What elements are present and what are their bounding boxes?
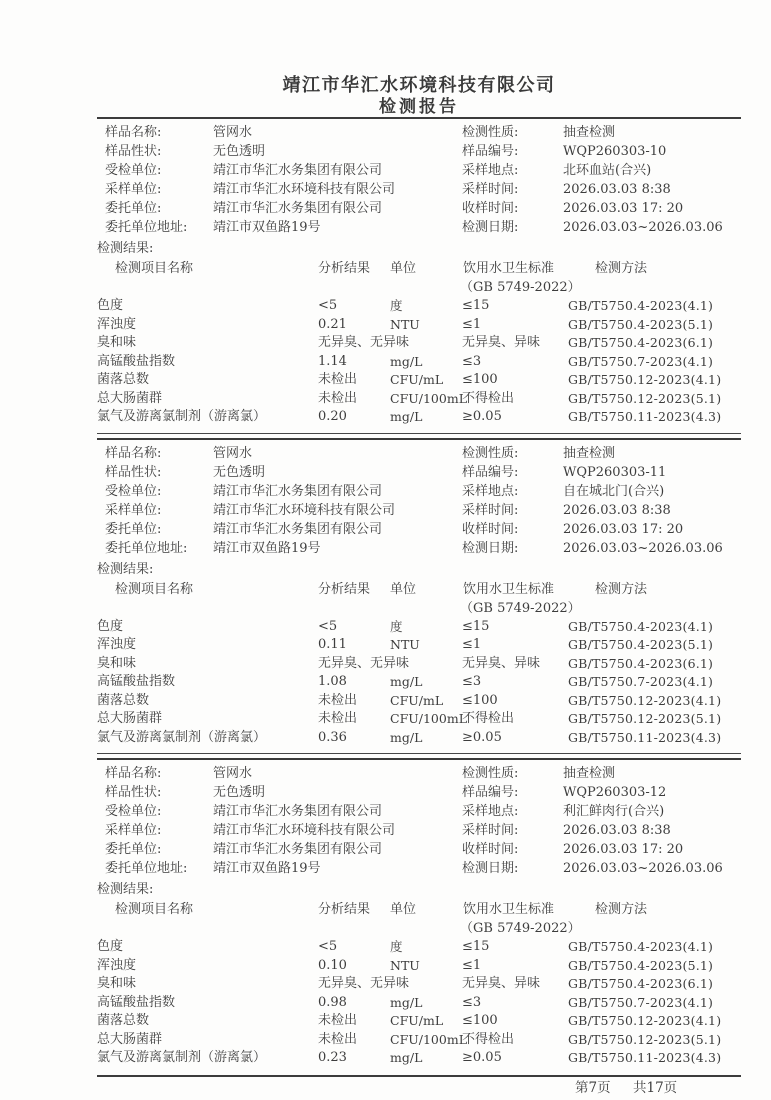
info-value-test-nature: 抽查检测 xyxy=(563,766,616,781)
info-row xyxy=(97,123,741,142)
cell-result: 无异臭、无异味 xyxy=(318,335,410,350)
page-total: 共17页 xyxy=(633,1079,678,1096)
table-row xyxy=(97,390,741,409)
info-value-sample-name: 管网水 xyxy=(213,445,253,461)
cell-method: GB/T5750.12-2023(4.1) xyxy=(568,692,722,708)
info-value-receive-time: 2026.03.03 17: 20 xyxy=(563,842,684,857)
info-row xyxy=(97,161,741,180)
cell-unit: 度 xyxy=(390,618,403,634)
cell-result: 未检出 xyxy=(318,390,358,406)
cell-unit: CFU/mL xyxy=(390,692,444,708)
cell-item-name: 臭和味 xyxy=(97,335,137,350)
column-header-standard-ref: （GB 5749-2022） xyxy=(460,921,581,936)
table-row xyxy=(97,710,741,729)
cell-item-name: 浑浊度 xyxy=(97,957,137,973)
cell-standard: ≤15 xyxy=(462,298,490,313)
info-value-sample-state: 无色透明 xyxy=(213,464,266,480)
table-row xyxy=(97,975,741,994)
cell-standard: 不得检出 xyxy=(462,711,515,726)
cell-result: 无异臭、无异味 xyxy=(318,655,410,671)
info-value-receive-time: 2026.03.03 17: 20 xyxy=(563,201,684,216)
info-row xyxy=(97,180,741,199)
cell-result: 无异臭、无异味 xyxy=(318,976,410,991)
results-table-subheader xyxy=(97,599,741,618)
cell-result: 0.36 xyxy=(318,729,347,745)
cell-item-name: 浑浊度 xyxy=(97,637,137,652)
cell-item-name: 总大肠菌群 xyxy=(97,390,163,406)
results-rows xyxy=(97,938,741,1068)
cell-standard: 无异臭、异味 xyxy=(462,655,541,671)
cell-standard: ≥0.05 xyxy=(462,409,502,424)
info-value-sample-name: 管网水 xyxy=(213,125,253,140)
info-label-receive-time: 收样时间: xyxy=(462,521,519,537)
sample-report-section xyxy=(97,440,741,748)
cell-standard: 无异臭、异味 xyxy=(462,335,541,350)
cell-result: <5 xyxy=(318,618,338,634)
column-header-unit: 单位 xyxy=(390,261,417,276)
info-value-sampling-site: 自在城北门(合兴) xyxy=(563,483,665,499)
cell-item-name: 高锰酸盐指数 xyxy=(97,674,176,689)
sample-report-section xyxy=(97,119,741,427)
cell-item-name: 浑浊度 xyxy=(97,316,137,332)
info-row xyxy=(97,142,741,161)
info-value-sampling-site: 北环血站(合兴) xyxy=(563,163,652,178)
cell-standard: ≤3 xyxy=(462,353,482,369)
cell-unit: mg/L xyxy=(390,353,423,369)
cell-method: GB/T5750.12-2023(5.1) xyxy=(568,1031,722,1047)
cell-standard: ≤1 xyxy=(462,316,482,332)
column-header-standard: 饮用水卫生标准 xyxy=(463,261,555,276)
table-row xyxy=(97,316,741,335)
sample-report-section xyxy=(97,760,741,1068)
cell-item-name: 色度 xyxy=(97,939,124,954)
info-row xyxy=(97,539,741,558)
info-value-sample-state: 无色透明 xyxy=(213,144,266,159)
cell-method: GB/T5750.12-2023(5.1) xyxy=(568,711,722,726)
cell-method: GB/T5750.12-2023(4.1) xyxy=(568,372,722,387)
info-label-sample-no: 样品编号: xyxy=(462,464,519,480)
info-label-sampling-time: 采样时间: xyxy=(462,823,519,838)
info-value-sampling-unit: 靖江市华汇水环境科技有限公司 xyxy=(213,182,396,197)
info-label-client-address: 委托单位地址: xyxy=(105,861,188,876)
info-label-inspected-unit: 受检单位: xyxy=(105,163,162,178)
cell-item-name: 氯气及游离氯制剂（游离氯） xyxy=(97,409,267,424)
cell-unit: CFU/100mL xyxy=(390,390,467,406)
results-label: 检测结果: xyxy=(97,882,154,897)
column-header-method: 检测方法 xyxy=(595,261,648,276)
table-row xyxy=(97,636,741,655)
cell-standard: ≤1 xyxy=(462,637,482,652)
info-label-sampling-time: 采样时间: xyxy=(462,502,519,518)
info-row xyxy=(97,463,741,482)
info-label-test-nature: 检测性质: xyxy=(462,766,519,781)
info-label-sampling-time: 采样时间: xyxy=(462,182,519,197)
info-value-client-address: 靖江市双鱼路19号 xyxy=(213,540,321,556)
info-value-client-address: 靖江市双鱼路19号 xyxy=(213,220,321,235)
cell-unit: mg/L xyxy=(390,1050,423,1065)
cell-standard: ≤15 xyxy=(462,939,490,954)
table-row xyxy=(97,1031,741,1050)
cell-standard: 不得检出 xyxy=(462,1031,515,1047)
cell-standard: ≥0.05 xyxy=(462,729,502,745)
cell-result: 0.10 xyxy=(318,957,347,973)
page-number: 第7页 xyxy=(575,1079,611,1096)
info-row xyxy=(97,199,741,218)
table-row xyxy=(97,618,741,637)
info-row xyxy=(97,520,741,539)
cell-unit: mg/L xyxy=(390,729,423,745)
column-header-method: 检测方法 xyxy=(595,581,648,597)
info-label-client-address: 委托单位地址: xyxy=(105,220,188,235)
info-label-sampling-site: 采样地点: xyxy=(462,163,519,178)
table-row xyxy=(97,408,741,427)
info-value-sample-no: WQP260303-10 xyxy=(563,144,667,159)
info-label-receive-time: 收样时间: xyxy=(462,842,519,857)
cell-standard: ≤3 xyxy=(462,994,482,1010)
info-label-inspected-unit: 受检单位: xyxy=(105,804,162,819)
table-row xyxy=(97,938,741,957)
info-label-test-date: 检测日期: xyxy=(462,540,519,556)
cell-item-name: 氯气及游离氯制剂（游离氯） xyxy=(97,729,267,745)
info-value-sampling-site: 利汇鲜肉行(合兴) xyxy=(563,804,665,819)
cell-result: 1.14 xyxy=(318,353,347,369)
cell-standard: ≤100 xyxy=(462,372,498,387)
cell-standard: ≤100 xyxy=(462,1013,498,1028)
column-header-standard: 饮用水卫生标准 xyxy=(463,581,555,597)
cell-result: 0.11 xyxy=(318,637,347,652)
cell-method: GB/T5750.11-2023(4.3) xyxy=(568,729,722,745)
cell-item-name: 菌落总数 xyxy=(97,692,150,708)
results-label: 检测结果: xyxy=(97,241,154,256)
cell-item-name: 臭和味 xyxy=(97,976,137,991)
page-title: 检测报告 xyxy=(379,97,459,117)
section-divider xyxy=(97,753,741,760)
info-row xyxy=(97,444,741,463)
info-value-sample-name: 管网水 xyxy=(213,766,253,781)
table-row xyxy=(97,297,741,316)
results-table-subheader xyxy=(97,278,741,297)
info-label-sample-state: 样品性状: xyxy=(105,144,162,159)
info-value-client-unit: 靖江市华汇水务集团有限公司 xyxy=(213,521,383,537)
column-header-standard-ref: （GB 5749-2022） xyxy=(460,600,581,616)
info-row xyxy=(97,764,741,783)
cell-item-name: 色度 xyxy=(97,298,124,313)
table-row xyxy=(97,729,741,748)
info-label-inspected-unit: 受检单位: xyxy=(105,483,162,499)
cell-result: 0.98 xyxy=(318,994,347,1010)
company-title: 靖江市华汇水环境科技有限公司 xyxy=(282,75,556,96)
table-row xyxy=(97,1012,741,1031)
table-row xyxy=(97,371,741,390)
cell-unit: CFU/mL xyxy=(390,372,444,387)
cell-method: GB/T5750.7-2023(4.1) xyxy=(568,674,714,689)
cell-result: 0.23 xyxy=(318,1050,347,1065)
info-value-inspected-unit: 靖江市华汇水务集团有限公司 xyxy=(213,163,383,178)
cell-result: <5 xyxy=(318,939,338,954)
table-row xyxy=(97,334,741,353)
cell-item-name: 氯气及游离氯制剂（游离氯） xyxy=(97,1050,267,1065)
info-value-sample-no: WQP260303-12 xyxy=(563,785,667,800)
info-value-sample-state: 无色透明 xyxy=(213,785,266,800)
info-label-sampling-unit: 采样单位: xyxy=(105,502,162,518)
cell-method: GB/T5750.4-2023(6.1) xyxy=(568,335,714,350)
cell-method: GB/T5750.12-2023(5.1) xyxy=(568,390,722,406)
info-label-client-address: 委托单位地址: xyxy=(105,540,188,556)
cell-method: GB/T5750.4-2023(4.1) xyxy=(568,298,714,313)
results-table-subheader xyxy=(97,919,741,938)
column-header-result: 分析结果 xyxy=(318,581,371,597)
info-value-sampling-unit: 靖江市华汇水环境科技有限公司 xyxy=(213,823,396,838)
results-label: 检测结果: xyxy=(97,561,154,577)
info-label-test-date: 检测日期: xyxy=(462,861,519,876)
info-label-sample-state: 样品性状: xyxy=(105,464,162,480)
table-row xyxy=(97,673,741,692)
table-row xyxy=(97,692,741,711)
cell-unit: mg/L xyxy=(390,674,423,689)
cell-method: GB/T5750.11-2023(4.3) xyxy=(568,1050,722,1065)
section-divider xyxy=(97,433,741,440)
info-label-sampling-unit: 采样单位: xyxy=(105,823,162,838)
cell-method: GB/T5750.4-2023(6.1) xyxy=(568,976,714,991)
cell-unit: NTU xyxy=(390,957,420,973)
page-footer xyxy=(97,1077,741,1099)
info-label-sampling-site: 采样地点: xyxy=(462,483,519,499)
cell-unit: CFU/100mL xyxy=(390,1031,467,1047)
column-header-result: 分析结果 xyxy=(318,902,371,917)
cell-item-name: 高锰酸盐指数 xyxy=(97,994,176,1010)
info-value-sampling-time: 2026.03.03 8:38 xyxy=(563,502,671,518)
cell-unit: CFU/100mL xyxy=(390,711,467,726)
cell-item-name: 总大肠菌群 xyxy=(97,1031,163,1047)
info-label-test-nature: 检测性质: xyxy=(462,125,519,140)
info-row xyxy=(97,802,741,821)
info-value-sampling-time: 2026.03.03 8:38 xyxy=(563,823,671,838)
column-header-item: 检测项目名称 xyxy=(115,261,194,276)
cell-unit: CFU/mL xyxy=(390,1013,444,1028)
cell-method: GB/T5750.4-2023(4.1) xyxy=(568,618,714,634)
info-value-test-date: 2026.03.03~2026.03.06 xyxy=(563,220,723,235)
cell-method: GB/T5750.7-2023(4.1) xyxy=(568,353,714,369)
info-label-receive-time: 收样时间: xyxy=(462,201,519,216)
cell-result: 未检出 xyxy=(318,1013,358,1028)
cell-standard: ≤3 xyxy=(462,674,482,689)
cell-result: 0.20 xyxy=(318,409,347,424)
report-header xyxy=(97,0,741,119)
cell-result: 未检出 xyxy=(318,372,358,387)
cell-standard: ≥0.05 xyxy=(462,1050,502,1065)
info-value-sampling-unit: 靖江市华汇水环境科技有限公司 xyxy=(213,502,396,518)
column-header-unit: 单位 xyxy=(390,902,417,917)
cell-item-name: 高锰酸盐指数 xyxy=(97,353,176,369)
info-row xyxy=(97,840,741,859)
info-value-test-date: 2026.03.03~2026.03.06 xyxy=(563,540,723,556)
cell-unit: NTU xyxy=(390,637,420,652)
cell-unit: 度 xyxy=(390,939,403,954)
info-value-test-date: 2026.03.03~2026.03.06 xyxy=(563,861,723,876)
info-row xyxy=(97,859,741,878)
results-rows xyxy=(97,618,741,748)
cell-item-name: 总大肠菌群 xyxy=(97,711,163,726)
cell-method: GB/T5750.12-2023(4.1) xyxy=(568,1013,722,1028)
info-label-client-unit: 委托单位: xyxy=(105,842,162,857)
cell-method: GB/T5750.11-2023(4.3) xyxy=(568,409,722,424)
info-row xyxy=(97,821,741,840)
info-value-sampling-time: 2026.03.03 8:38 xyxy=(563,182,671,197)
info-value-inspected-unit: 靖江市华汇水务集团有限公司 xyxy=(213,483,383,499)
cell-unit: NTU xyxy=(390,316,420,332)
info-row xyxy=(97,783,741,802)
info-label-test-nature: 检测性质: xyxy=(462,445,519,461)
cell-method: GB/T5750.4-2023(5.1) xyxy=(568,316,714,332)
table-row xyxy=(97,994,741,1013)
table-row xyxy=(97,957,741,976)
info-row xyxy=(97,482,741,501)
cell-method: GB/T5750.4-2023(4.1) xyxy=(568,939,714,954)
table-row xyxy=(97,655,741,674)
cell-item-name: 菌落总数 xyxy=(97,372,150,387)
cell-standard: ≤1 xyxy=(462,957,482,973)
column-header-method: 检测方法 xyxy=(595,902,648,917)
info-label-sampling-site: 采样地点: xyxy=(462,804,519,819)
cell-standard: ≤100 xyxy=(462,692,498,708)
cell-standard: 不得检出 xyxy=(462,390,515,406)
info-value-receive-time: 2026.03.03 17: 20 xyxy=(563,521,684,537)
report-content xyxy=(97,119,741,1099)
info-label-sample-no: 样品编号: xyxy=(462,785,519,800)
cell-item-name: 菌落总数 xyxy=(97,1013,150,1028)
info-label-sample-state: 样品性状: xyxy=(105,785,162,800)
cell-unit: mg/L xyxy=(390,409,423,424)
info-row xyxy=(97,218,741,237)
info-label-client-unit: 委托单位: xyxy=(105,521,162,537)
cell-method: GB/T5750.4-2023(5.1) xyxy=(568,637,714,652)
cell-result: 未检出 xyxy=(318,692,358,708)
table-row xyxy=(97,1049,741,1068)
info-value-sample-no: WQP260303-11 xyxy=(563,464,667,480)
column-header-result: 分析结果 xyxy=(318,261,371,276)
info-label-sample-name: 样品名称: xyxy=(105,125,162,140)
table-row xyxy=(97,353,741,372)
info-value-client-unit: 靖江市华汇水务集团有限公司 xyxy=(213,201,383,216)
cell-item-name: 色度 xyxy=(97,618,124,634)
info-label-client-unit: 委托单位: xyxy=(105,201,162,216)
info-value-client-unit: 靖江市华汇水务集团有限公司 xyxy=(213,842,383,857)
cell-method: GB/T5750.4-2023(6.1) xyxy=(568,655,714,671)
column-header-unit: 单位 xyxy=(390,581,417,597)
column-header-standard-ref: （GB 5749-2022） xyxy=(460,280,581,295)
cell-result: 未检出 xyxy=(318,1031,358,1047)
column-header-item: 检测项目名称 xyxy=(115,581,194,597)
cell-item-name: 臭和味 xyxy=(97,655,137,671)
info-label-sample-name: 样品名称: xyxy=(105,445,162,461)
cell-result: 1.08 xyxy=(318,674,347,689)
info-label-sample-no: 样品编号: xyxy=(462,144,519,159)
info-value-test-nature: 抽查检测 xyxy=(563,125,616,140)
info-label-test-date: 检测日期: xyxy=(462,220,519,235)
cell-result: 0.21 xyxy=(318,316,347,332)
info-value-inspected-unit: 靖江市华汇水务集团有限公司 xyxy=(213,804,383,819)
cell-standard: 无异臭、异味 xyxy=(462,976,541,991)
cell-standard: ≤15 xyxy=(462,618,490,634)
info-value-client-address: 靖江市双鱼路19号 xyxy=(213,861,321,876)
results-table-header xyxy=(97,580,741,599)
cell-method: GB/T5750.7-2023(4.1) xyxy=(568,994,714,1010)
results-rows xyxy=(97,297,741,427)
results-table-header xyxy=(97,259,741,278)
cell-unit: 度 xyxy=(390,298,403,313)
cell-result: <5 xyxy=(318,298,338,313)
info-label-sampling-unit: 采样单位: xyxy=(105,182,162,197)
cell-method: GB/T5750.4-2023(5.1) xyxy=(568,957,714,973)
cell-result: 未检出 xyxy=(318,711,358,726)
info-row xyxy=(97,501,741,520)
info-value-test-nature: 抽查检测 xyxy=(563,445,616,461)
column-header-standard: 饮用水卫生标准 xyxy=(463,902,555,917)
cell-unit: mg/L xyxy=(390,994,423,1010)
results-table-header xyxy=(97,900,741,919)
column-header-item: 检测项目名称 xyxy=(115,902,194,917)
info-label-sample-name: 样品名称: xyxy=(105,766,162,781)
